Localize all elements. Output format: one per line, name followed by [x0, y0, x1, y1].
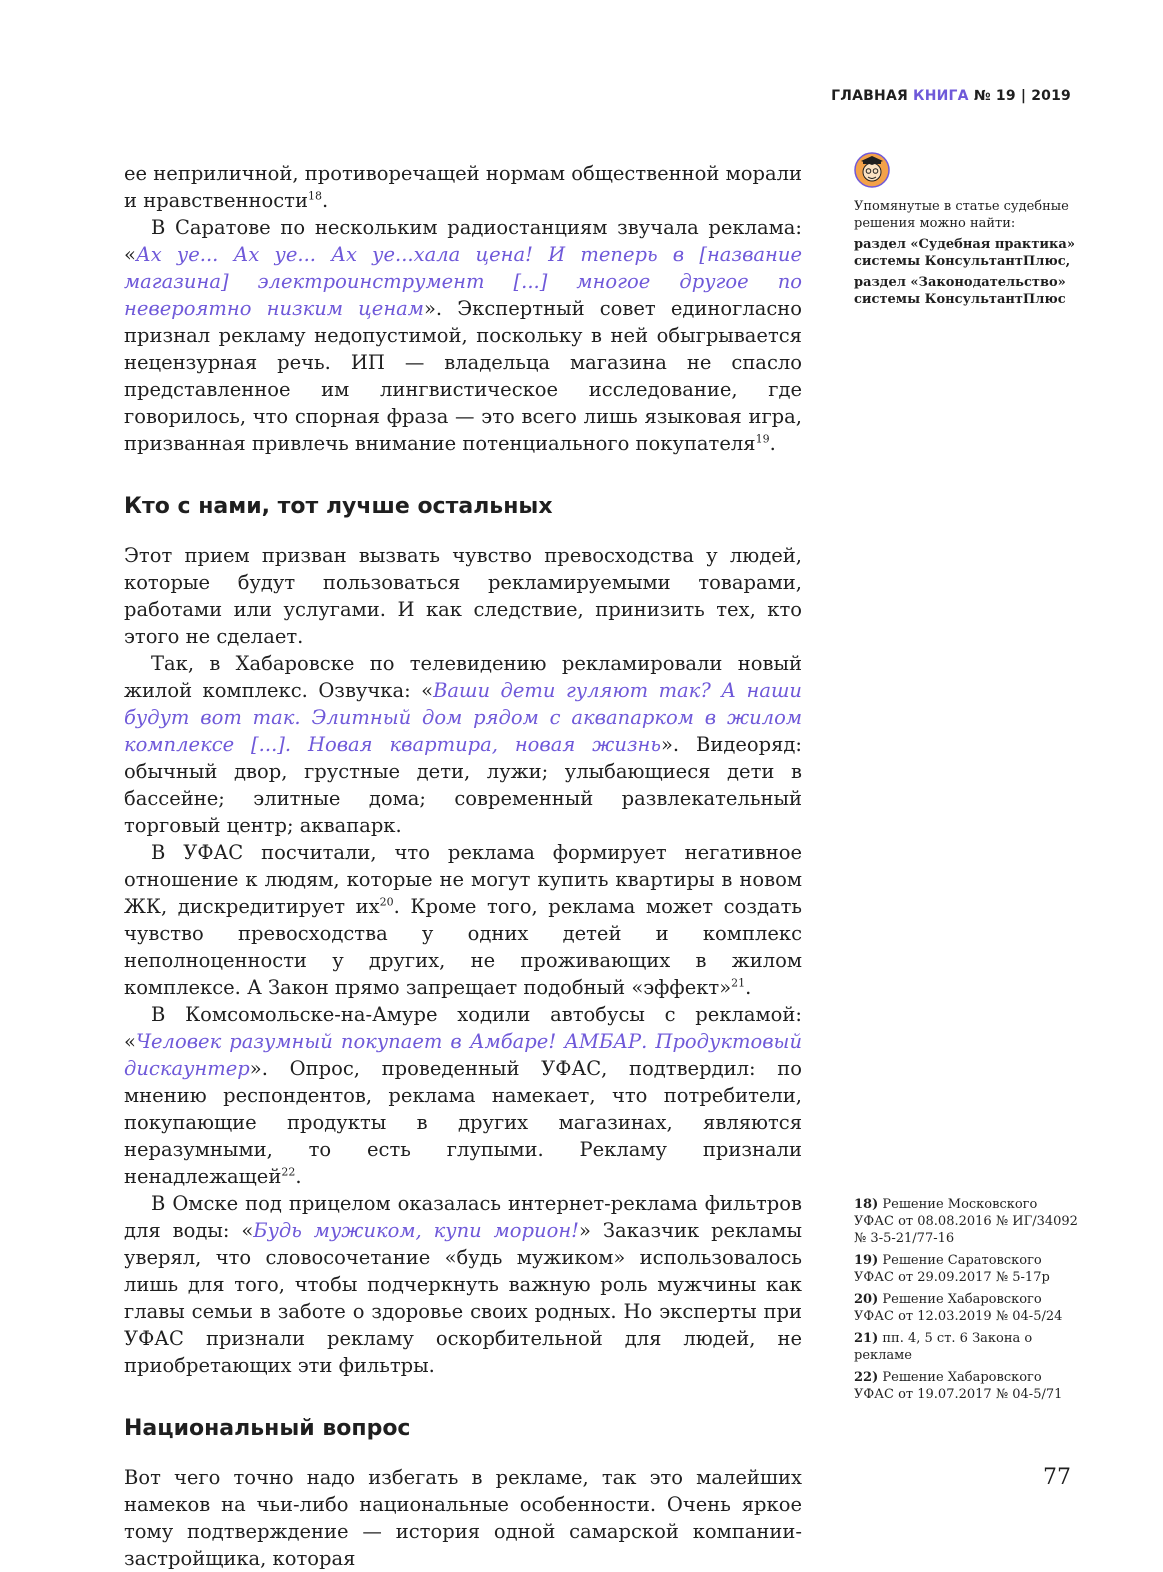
footnote: 20) Решение Хабаровского УФАС от 12.03.2019 № 04-5/24	[854, 1292, 1063, 1324]
note-source: раздел «Законодательство» системы КонсультантПлюс	[854, 275, 1066, 307]
paragraph: В Омске под прицелом оказалась интернет-реклама фильтров для воды: «Будь мужиком, купи морион!» Заказчик рекламы уверял, что словосочетание «будь мужиком» использовалось лишь для того, чтобы подчеркнуть важную роль мужчины как главы семьи в заботе о здоровье своих родных. Но эксперты при УФАС признали рекламу оскорбительной для людей, не приобретающих эти фильтры.	[124, 1192, 802, 1377]
ad-quote: Человек разумный покупает в Амбаре! АМБАР. Продуктовый дискаунтер	[124, 1030, 802, 1080]
brand-main: ГЛАВНАЯ	[831, 88, 908, 104]
sidebar-note	[854, 198, 1079, 308]
footnotes	[854, 1196, 1079, 1408]
running-header	[831, 88, 1071, 104]
footnote-ref[interactable]: 18	[307, 189, 322, 203]
section-heading: Национальный вопрос	[124, 1416, 411, 1441]
footnote: 22) Решение Хабаровского УФАС от 19.07.2017 № 04-5/71	[854, 1370, 1063, 1402]
footnote-ref[interactable]: 22	[281, 1165, 296, 1179]
paragraph: Вот чего точно надо избегать в рекламе, так это малейших намеков на чьи-либо национальные особенности. Очень яркое тому подтверждение — история одной самарской компании-застройщика, которая	[124, 1466, 802, 1570]
issue-number: № 19 | 2019	[973, 88, 1071, 104]
article-body	[124, 160, 802, 1572]
ad-quote: Будь мужиком, купи морион!	[253, 1219, 580, 1242]
section-heading: Кто с нами, тот лучше остальных	[124, 494, 553, 519]
page-number: 77	[1043, 1465, 1071, 1490]
footnote-ref[interactable]: 20	[379, 895, 394, 909]
ad-quote: Ах уе... Ах уе... Ах уе...хала цена! И теперь в [название магазина] электроинструмент [...] многое другое по невероятно низким ценам	[124, 243, 802, 320]
paragraph: Так, в Хабаровске по телевидению рекламировали новый жилой комплекс. Озвучка: «Ваши дети гуляют так? А наши будут вот так. Элитный дом рядом с аквапарком в жилом комплексе [...]. Новая квартира, новая жизнь». Видеоряд: обычный двор, грустные дети, лужи; улыбающиеся дети в бассейне; элитные дома; современный развлекательный торговый центр; аквапарк.	[124, 652, 802, 837]
brand-accent: КНИГА	[913, 88, 969, 104]
paragraph: Этот прием призван вызвать чувство превосходства у людей, которые будут пользоваться рекламируемыми товарами, работами или услугами. И как следствие, принизить тех, кто этого не сделает.	[124, 544, 802, 648]
paragraph: В УФАС посчитали, что реклама формирует негативное отношение к людям, которые не могут купить квартиры в новом ЖК, дискредитирует $их^{20}$. Кроме того, реклама может создать чувство превосходства у одних детей и комплекс неполноценности у других, не проживающих в жилом комплексе. А Закон прямо запрещает подобный «эффект»$^{21}$.	[124, 841, 803, 999]
professor-avatar-icon	[854, 152, 890, 188]
footnote-ref[interactable]: 19	[755, 432, 770, 446]
footnote: 19) Решение Саратовского УФАС от 29.09.2017 № 5-17р	[854, 1253, 1050, 1285]
footnote-ref[interactable]: 21	[731, 976, 746, 990]
footnote: 21) пп. 4, 5 ст. 6 Закона о рекламе	[854, 1331, 1033, 1363]
paragraph: ее неприличной, противоречащей нормам общественной морали и нравственности$^{18}$.	[124, 162, 802, 212]
ad-quote: Ваши дети гуляют так? А наши будут вот так. Элитный дом рядом с аквапарком в жилом комплексе [...]. Новая квартира, новая жизнь	[124, 679, 802, 756]
note-source: раздел «Судебная практика» системы КонсультантПлюс,	[854, 237, 1075, 269]
paragraph: В Саратове по нескольким радиостанциям звучала реклама: «Ах уе... Ах уе... Ах уе...хала цена! И теперь в [название магазина] электроинструмент [...] многое другое по невероятно низким ценам». Экспертный совет единогласно признал рекламу недопустимой, поскольку в ней обыгрывается нецензурная речь. ИП — владельца магазина не спасло представленное им лингвистическое исследование, где говорилось, что спорная фраза — это всего лишь языковая игра, призванная привлечь внимание потенциального покупателя$^{19}$.	[124, 216, 803, 455]
footnote: 18) Решение Московского УФАС от 08.08.2016 № ИГ/34092 № 3-5-21/77-16	[854, 1197, 1078, 1246]
note-intro: Упомянутые в статье судебные решения можно найти:	[854, 199, 1069, 231]
paragraph: В Комсомольске-на-Амуре ходили автобусы с рекламой: «Человек разумный покупает в Амбаре! АМБАР. Продуктовый дискаунтер». Опрос, проведенный УФАС, подтвердил: по мнению респондентов, реклама намекает, что потребители, покупающие продукты в других магазинах, являются неразумными, то есть глупыми. Рекламу признали ненадлежащей$^{22}$.	[124, 1003, 802, 1188]
